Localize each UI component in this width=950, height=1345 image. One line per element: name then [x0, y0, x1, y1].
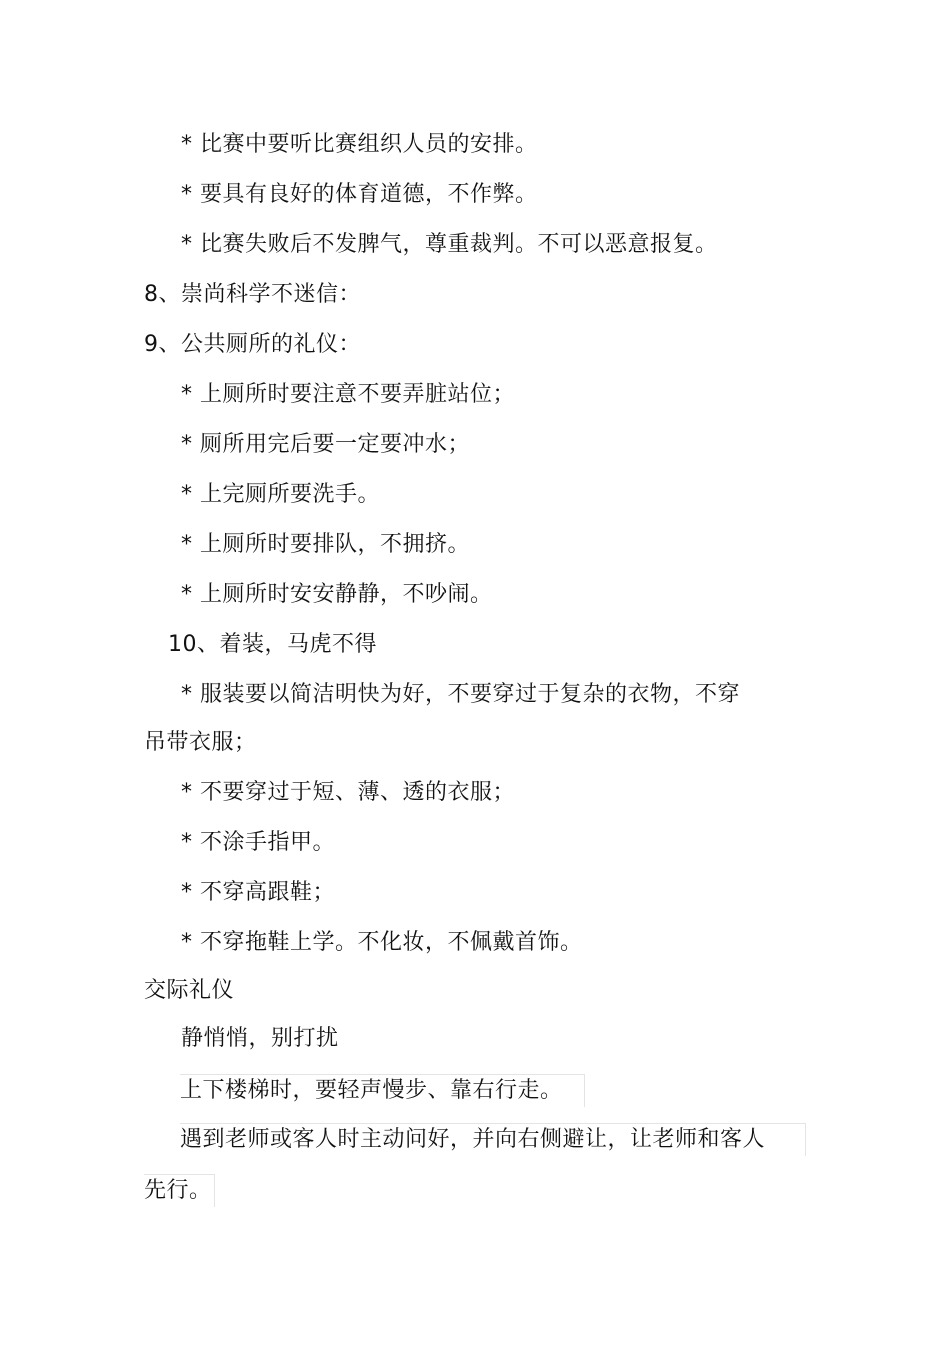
rule-line: * 上厕所时要注意不要弄脏站位；	[181, 382, 515, 407]
rule-line: * 不穿拖鞋上学。不化妆，不佩戴首饰。	[181, 930, 583, 955]
rule-line: * 服装要以简洁明快为好，不要穿过于复杂的衣物，不穿	[181, 682, 740, 707]
subsection-heading: 静悄悄，别打扰	[181, 1026, 339, 1051]
chapter-heading: 交际礼仪	[144, 978, 235, 1003]
rule-line: * 不涂手指甲。	[181, 830, 335, 855]
rule-line-continuation: 吊带衣服；	[144, 730, 257, 755]
rule-line: * 比赛中要听比赛组织人员的安排。	[181, 132, 538, 157]
rule-line: * 上厕所时安安静静，不吵闹。	[181, 582, 493, 607]
rule-line-boxed: 上下楼梯时，要轻声慢步、靠右行走。	[180, 1074, 585, 1107]
rule-line: * 要具有良好的体育道德，不作弊。	[181, 182, 538, 207]
rule-line: * 厕所用完后要一定要冲水；	[181, 432, 470, 457]
rule-line: * 比赛失败后不发脾气，尊重裁判。不可以恶意报复。	[181, 232, 718, 257]
rule-line-boxed: 遇到老师或客人时主动问好，并向右侧避让，让老师和客人	[180, 1123, 806, 1156]
section-heading: 8、崇尚科学不迷信：	[144, 282, 361, 307]
section-heading: 10、着装，马虎不得	[168, 632, 377, 657]
section-heading: 9、公共厕所的礼仪：	[144, 332, 361, 357]
rule-line: * 上厕所时要排队，不拥挤。	[181, 532, 470, 557]
rule-line: * 不要穿过于短、薄、透的衣服；	[181, 780, 515, 805]
rule-line: * 不穿高跟鞋；	[181, 880, 335, 905]
rule-line: * 上完厕所要洗手。	[181, 482, 380, 507]
rule-line-continuation: 先行。	[144, 1174, 215, 1207]
